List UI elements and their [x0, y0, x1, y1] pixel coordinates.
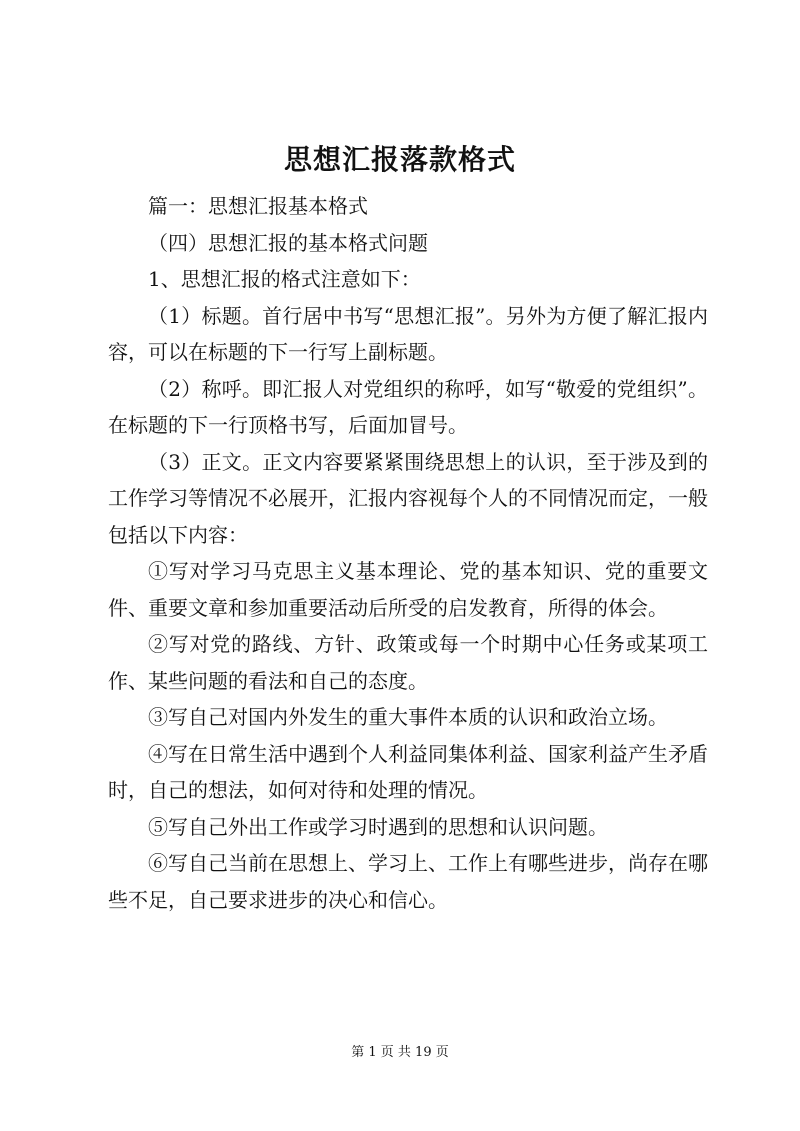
list-item-5: ⑤写自己外出工作或学习时遇到的思想和认识问题。 [148, 814, 608, 839]
paragraph-body-rule: （3）正文。正文内容要紧紧围绕思想上的认识，至于涉及到的工作学习等情况不必展开，汇报内容视每个人的不同情况而定，一般包括以下内容： [108, 449, 708, 547]
list-item-3: ③写自己对国内外发生的重大事件本质的认识和政治立场。 [148, 705, 668, 729]
list-item-2: ②写对党的路线、方针、政策或每一个时期中心任务或某项工作、某些问题的看法和自己的态度。 [108, 632, 708, 693]
document-title: 思想汇报落款格式 [283, 143, 516, 176]
list-item-4: ④写在日常生活中遇到个人利益同集体利益、国家利益产生矛盾时，自己的想法，如何对待和处理的情况。 [108, 741, 708, 802]
paragraph-section-heading: （四）思想汇报的基本格式问题 [148, 230, 428, 255]
document-body [108, 188, 708, 918]
paragraph-title-rule: （1）标题。首行居中书写“思想汇报”。另外为方便了解汇报内容，可以在标题的下一行写上副标题。 [108, 303, 708, 364]
list-item-1: ①写对学习马克思主义基本理论、党的基本知识、党的重要文件、重要文章和参加重要活动后所受的启发教育，所得的体会。 [108, 559, 708, 620]
paragraph-salutation-rule: （2）称呼。即汇报人对党组织的称呼，如写“敬爱的党组织”。在标题的下一行顶格书写，后面加冒号。 [108, 376, 708, 437]
page-footer: 第 1 页 共 19 页 [351, 1045, 449, 1060]
paragraph-format-intro: 1、思想汇报的格式注意如下： [148, 267, 421, 291]
paragraph-chapter-heading: 篇一：思想汇报基本格式 [148, 194, 368, 218]
list-item-6: ⑥写自己当前在思想上、学习上、工作上有哪些进步，尚存在哪些不足，自己要求进步的决心和信心。 [108, 851, 708, 912]
